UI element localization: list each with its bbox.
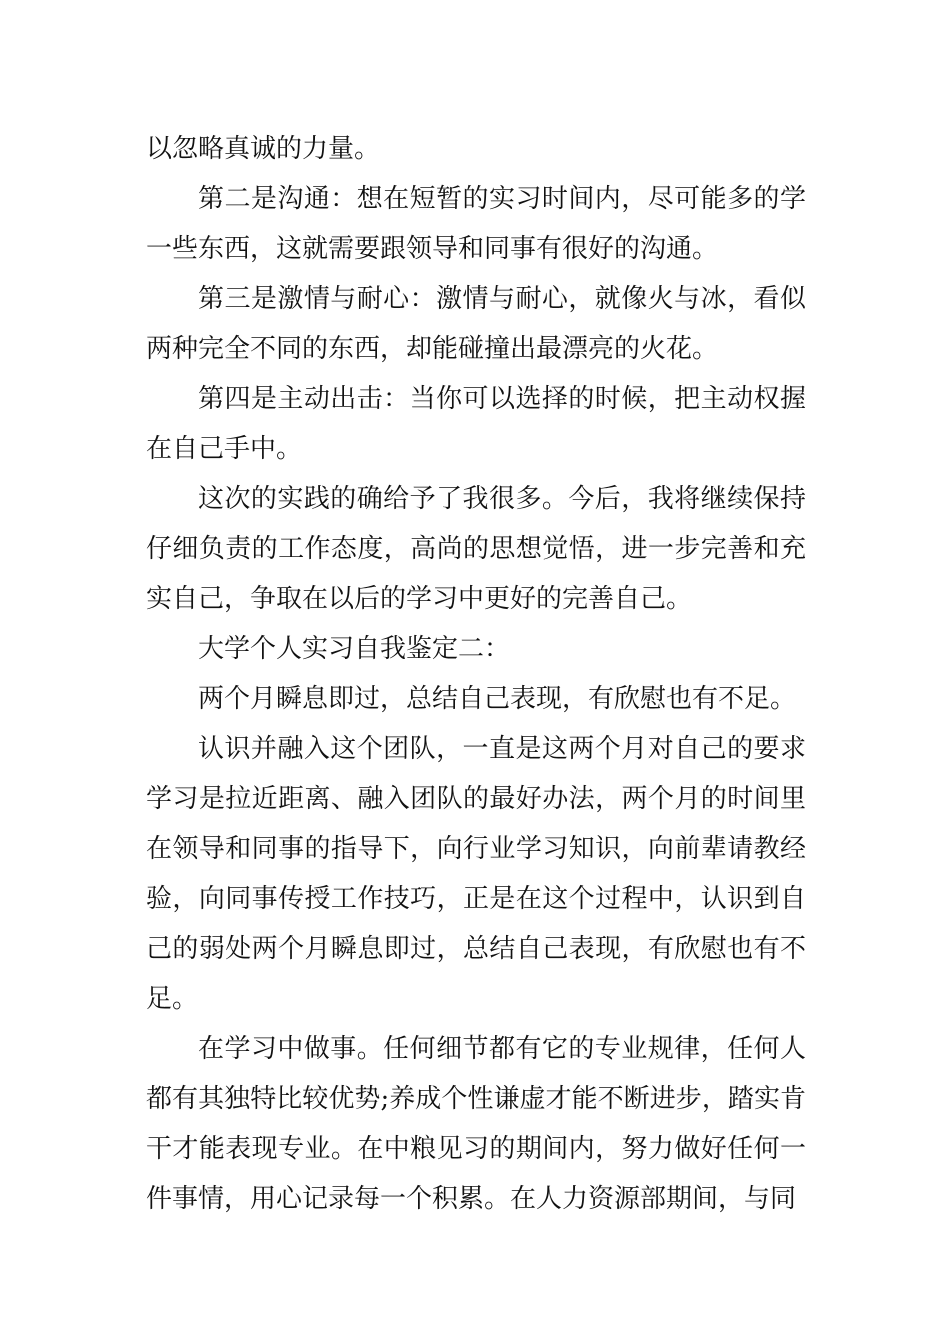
paragraph-8: 认识并融入这个团队，一直是这两个月对自己的要求学习是拉近距离、融入团队的最好办法，两个月的时间里在领导和同事的指导下，向行业学习知识，向前辈请教经验，向同事传授工作技巧，正是在这个过程中，认识到自己的弱处两个月瞬息即过，总结自己表现，有欣慰也有不足。 <box>146 734 806 1014</box>
paragraph-9: 在学习中做事。任何细节都有它的专业规律，任何人都有其独特比较优势;养成个性谦虚才能不断进步，踏实肯干才能表现专业。在中粮见习的期间内，努力做好任何一件事情，用心记录每一个积累。在人力资源部期间，与同 <box>146 1034 806 1214</box>
paragraph-4: 第四是主动出击：当你可以选择的时候，把主动权握在自己手中。 <box>146 384 806 464</box>
body-text <box>146 124 806 1224</box>
section-heading: 大学个人实习自我鉴定二： <box>198 634 511 664</box>
paragraph-2: 第二是沟通：想在短暂的实习时间内，尽可能多的学一些东西，这就需要跟领导和同事有很好的沟通。 <box>146 184 806 264</box>
paragraph-3: 第三是激情与耐心：激情与耐心，就像火与冰，看似两种完全不同的东西，却能碰撞出最漂亮的火花。 <box>146 284 806 364</box>
paragraph-7: 两个月瞬息即过，总结自己表现，有欣慰也有不足。 <box>198 684 797 714</box>
paragraph-5: 这次的实践的确给予了我很多。今后，我将继续保持仔细负责的工作态度，高尚的思想觉悟，进一步完善和充实自己，争取在以后的学习中更好的完善自己。 <box>146 484 806 614</box>
paragraph-1: 以忽略真诚的力量。 <box>146 134 381 164</box>
